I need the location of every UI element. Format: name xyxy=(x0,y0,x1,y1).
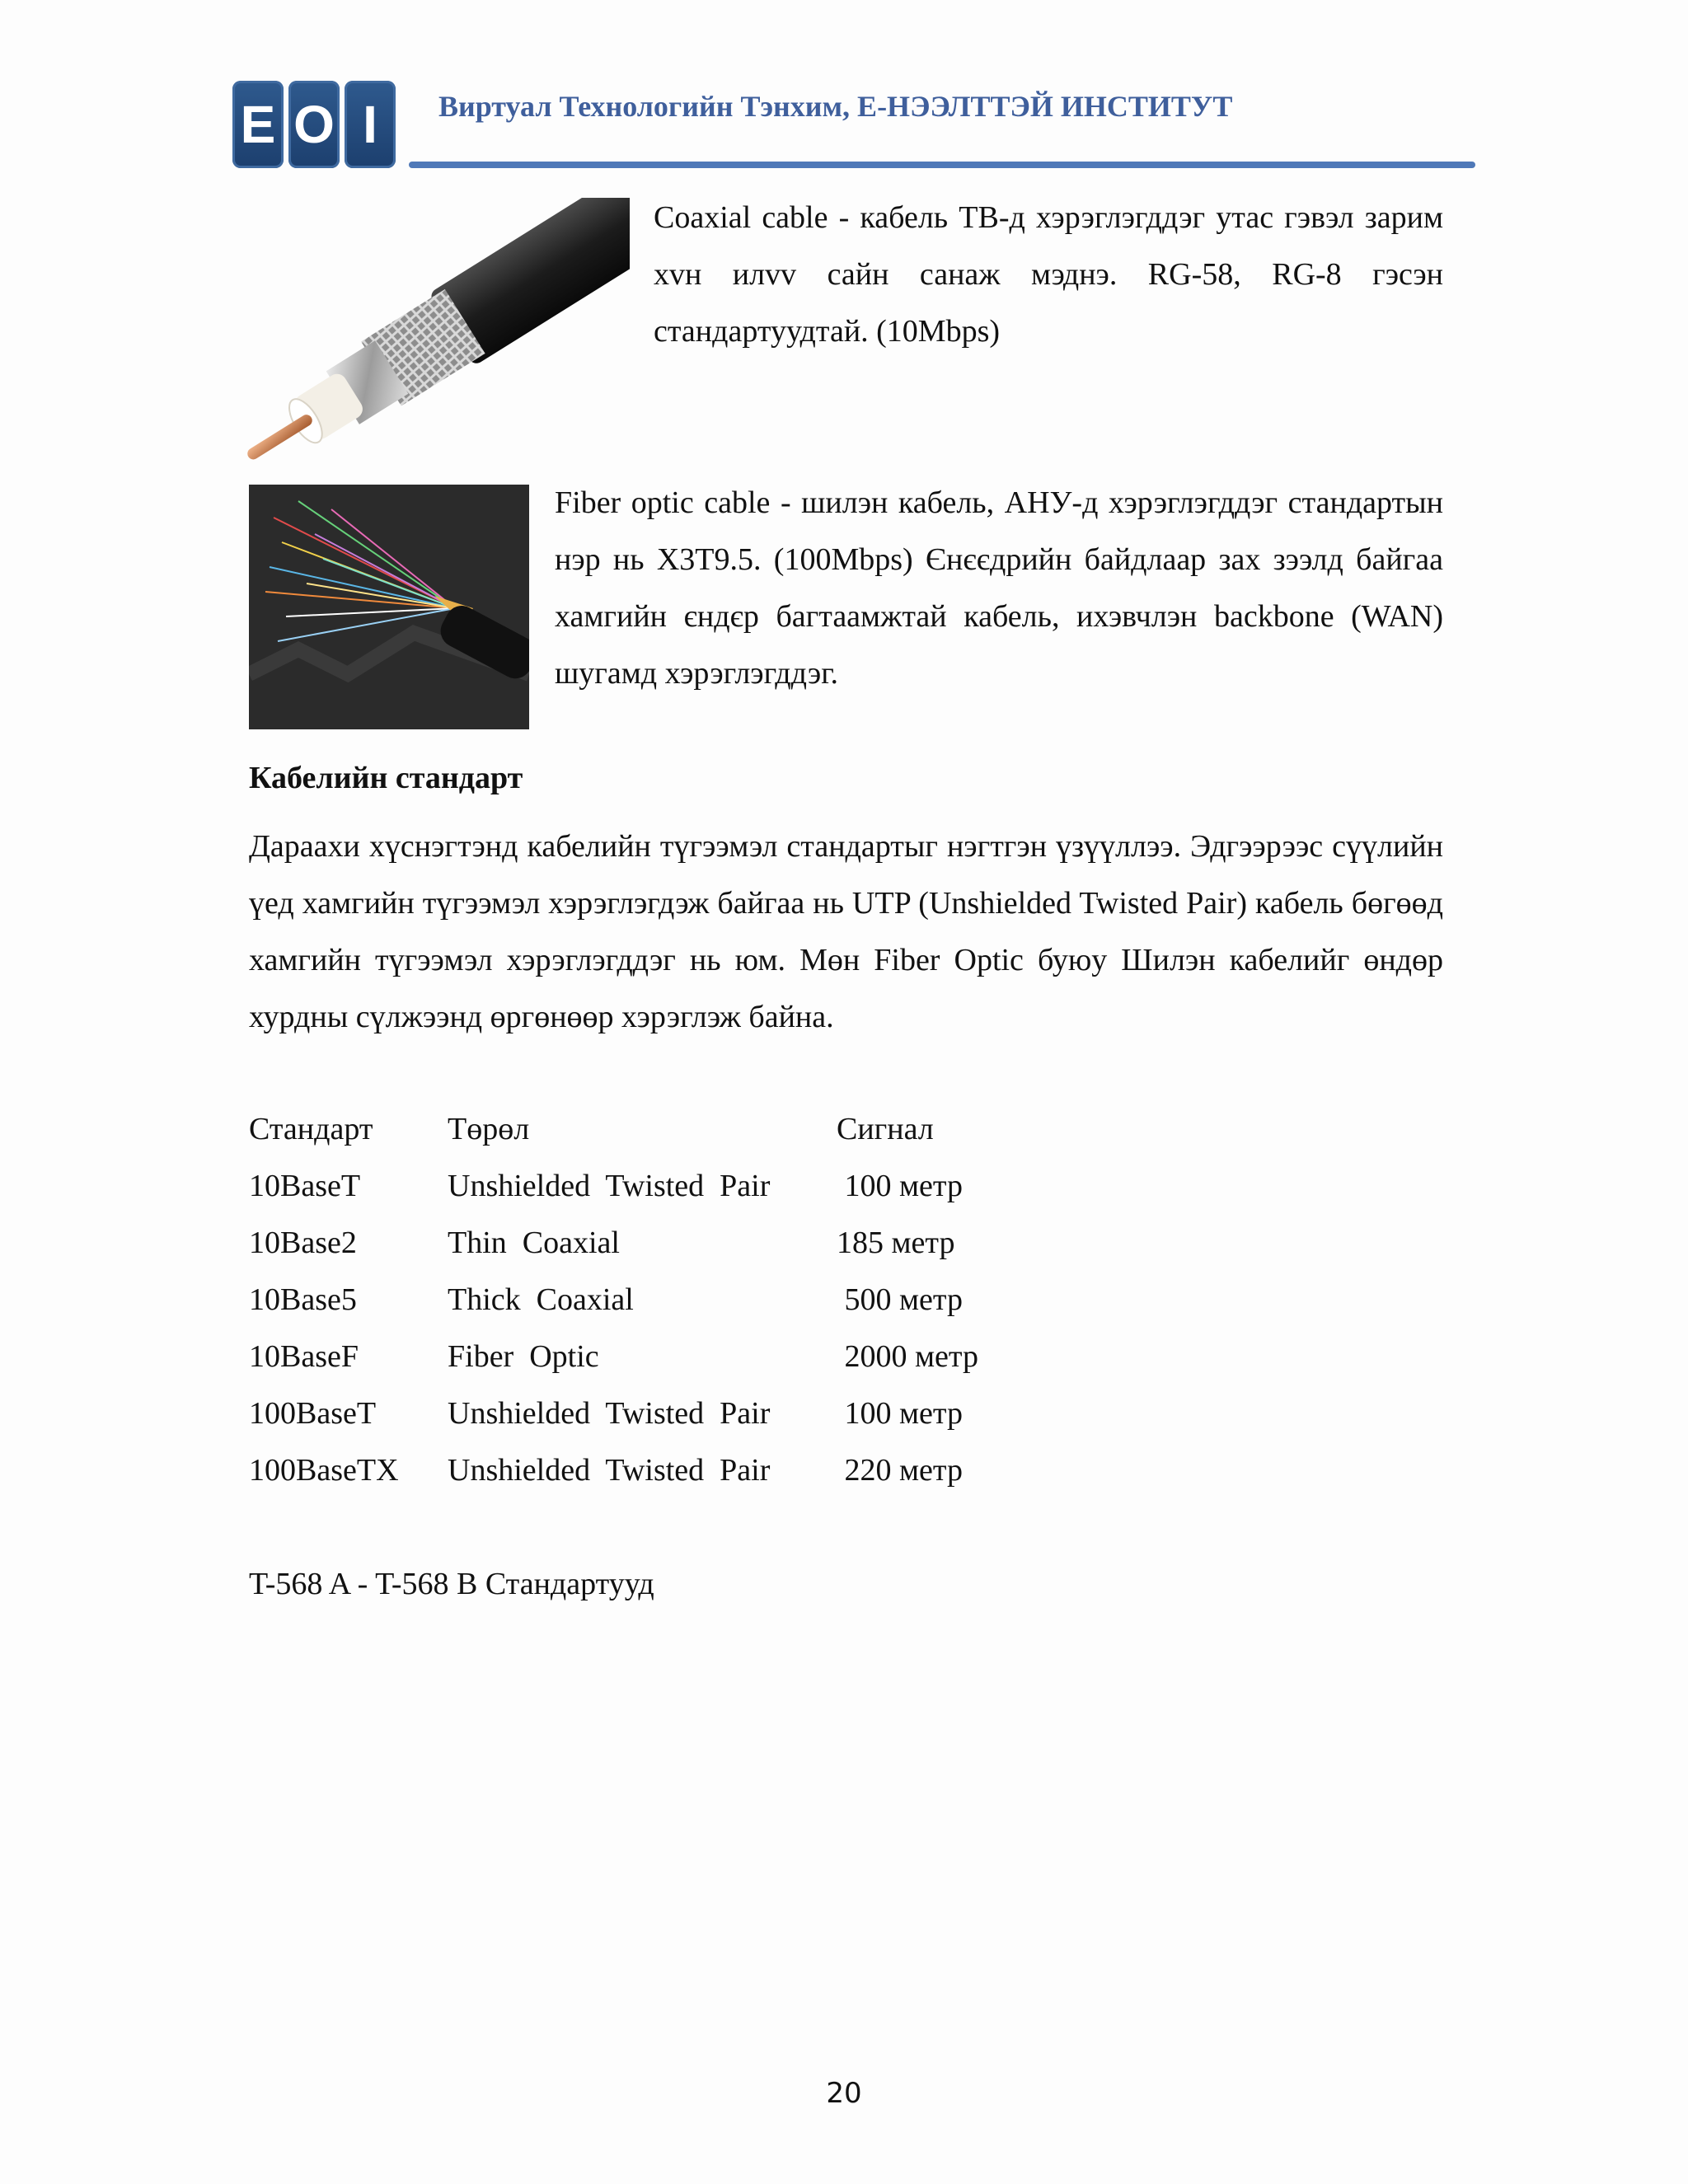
table-cell-standard: 10Base2 xyxy=(249,1226,357,1260)
table-cell-signal: 100 метр xyxy=(837,1169,963,1203)
table-cell-type: Unshielded Twisted Pair xyxy=(448,1453,771,1488)
t568-standards-heading: T-568 A - T-568 B Стандартууд xyxy=(249,1567,654,1601)
table-cell-signal: 100 метр xyxy=(837,1396,963,1431)
logo-letter-e: E xyxy=(232,81,284,168)
table-cell-type: Thin Coaxial xyxy=(448,1226,620,1260)
header-divider xyxy=(409,162,1475,168)
table-cell-type: Thick Coaxial xyxy=(448,1282,634,1317)
table-cell-standard: 100BaseT xyxy=(249,1396,377,1431)
table-header-signal: Сигнал xyxy=(837,1112,934,1146)
table-header-standard: Стандарт xyxy=(249,1112,373,1146)
table-cell-signal: 185 метр xyxy=(837,1226,955,1260)
table-cell-type: Unshielded Twisted Pair xyxy=(448,1396,771,1431)
coaxial-cable-image xyxy=(247,198,630,478)
section-intro-paragraph: Дараахи хүснэгтэнд кабелийн түгээмэл стандартыг нэгтгэн үзүүллээ. Эдгээрээс сүүлийн үед хамгийн түгээмэл хэрэглэгдэж байгаа нь UTP (Unshielded Twisted Pair) кабель бөгөөд хамгийн түгээмэл хэрэглэгддэг нь юм. Мөн Fiber Optic буюу Шилэн кабелийг өндөр хурдны сүлжээнд өргөнөөр хэрэглэж байна. xyxy=(249,829,1443,1034)
table-cell-signal: 2000 метр xyxy=(837,1339,978,1374)
eoi-logo xyxy=(232,81,396,168)
logo-letter-i: I xyxy=(345,81,396,168)
page-number: 20 xyxy=(826,2077,862,2110)
table-cell-standard: 100BaseTX xyxy=(249,1453,399,1488)
table-cell-standard: 10BaseF xyxy=(249,1339,359,1374)
table-cell-standard: 10BaseT xyxy=(249,1169,361,1203)
table-cell-type: Fiber Optic xyxy=(448,1339,599,1374)
table-cell-signal: 500 метр xyxy=(837,1282,963,1317)
header-title: Виртуал Технологийн Тэнхим, Е-НЭЭЛТТЭЙ ИНСТИТУТ xyxy=(438,90,1233,123)
table-cell-type: Unshielded Twisted Pair xyxy=(448,1169,771,1203)
logo-letter-o: O xyxy=(288,81,340,168)
table-header-type: Төрөл xyxy=(448,1112,530,1146)
fiber-optic-cable-image xyxy=(249,485,529,729)
table-cell-signal: 220 метр xyxy=(837,1453,963,1488)
section-title: Кабелийн стандарт xyxy=(249,761,523,795)
coaxial-cable-description: Coaxial cable - кабель ТВ-д хэрэглэгддэг утас гэвэл зарим хvн илvv сайн санаж мэднэ. RG-58, RG-8 гэсэн стандартуудтай. (10Mbps) xyxy=(654,200,1443,349)
table-cell-standard: 10Base5 xyxy=(249,1282,357,1317)
fiber-optic-cable-description: Fiber optic cable - шилэн кабель, АНУ-д хэрэглэгддэг стандартын нэр нь X3T9.5. (100Mbps) Єнєєдрийн байдлаар зах зээлд байгаа хамгийн єндєр багтаамжтай кабель, ихэвчлэн backbone (WAN) шугамд хэрэглэгддэг. xyxy=(555,485,1443,691)
